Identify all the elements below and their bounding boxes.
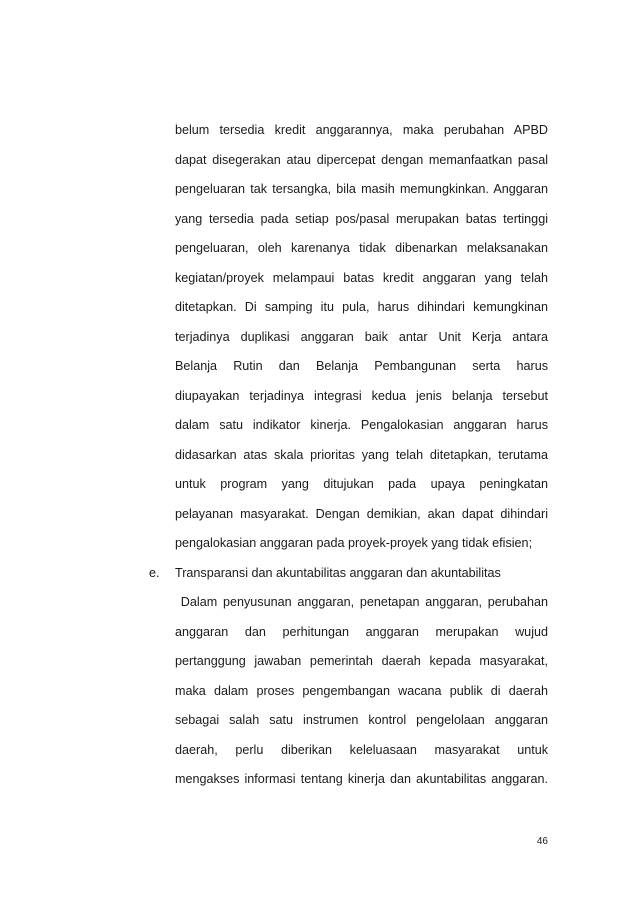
text-line: pertanggung jawaban pemerintah daerah kepada masyarakat, bbox=[175, 654, 548, 668]
text-line: belum tersedia kredit anggarannya, maka perubahan APBD bbox=[175, 123, 548, 137]
text-line: anggaran dan perhitungan anggaran merupakan wujud bbox=[175, 625, 548, 639]
section-heading bbox=[149, 565, 549, 581]
text-line: daerah, perlu diberikan keleluasaan masyarakat untuk bbox=[175, 743, 548, 757]
text-line: didasarkan atas skala prioritas yang telah ditetapkan, terutama bbox=[175, 448, 548, 462]
text-line: diupayakan terjadinya integrasi kedua jenis belanja tersebut bbox=[175, 389, 548, 403]
text-line: pengalokasian anggaran pada proyek-proyek yang tidak efisien; bbox=[175, 536, 533, 550]
page-number: 46 bbox=[536, 836, 548, 847]
text-line: mengakses informasi tentang kinerja dan akuntabilitas anggaran. bbox=[175, 772, 548, 786]
text-line: dapat disegerakan atau dipercepat dengan memanfaatkan pasal bbox=[175, 153, 548, 167]
text-line: sebagai salah satu instrumen kontrol pengelolaan anggaran bbox=[175, 713, 548, 727]
text-line: yang tersedia pada setiap pos/pasal merupakan batas tertinggi bbox=[175, 212, 548, 226]
text-line: Dalam penyusunan anggaran, penetapan anggaran, perubahan bbox=[175, 595, 548, 609]
section-heading-text: Transparansi dan akuntabilitas anggaran dan akuntabilitas bbox=[175, 566, 501, 580]
text-line: kegiatan/proyek melampaui batas kredit anggaran yang telah bbox=[175, 271, 548, 285]
text-line: untuk program yang ditujukan pada upaya peningkatan bbox=[175, 477, 548, 491]
text-line: maka dalam proses pengembangan wacana publik di daerah bbox=[175, 684, 548, 698]
text-line: terjadinya duplikasi anggaran baik antar Unit Kerja antara bbox=[175, 330, 548, 344]
text-line: pengeluaran, oleh karenanya tidak dibenarkan melaksanakan bbox=[175, 241, 548, 255]
list-marker: e. bbox=[149, 566, 160, 580]
text-line: ditetapkan. Di samping itu pula, harus dihindari kemungkinan bbox=[175, 300, 548, 314]
text-line: pengeluaran tak tersangka, bila masih memungkinkan. Anggaran bbox=[175, 182, 548, 196]
text-line: pelayanan masyarakat. Dengan demikian, akan dapat dihindari bbox=[175, 507, 548, 521]
text-line: dalam satu indikator kinerja. Pengalokasian anggaran harus bbox=[175, 418, 548, 432]
text-line: Belanja Rutin dan Belanja Pembangunan serta harus bbox=[175, 359, 548, 373]
